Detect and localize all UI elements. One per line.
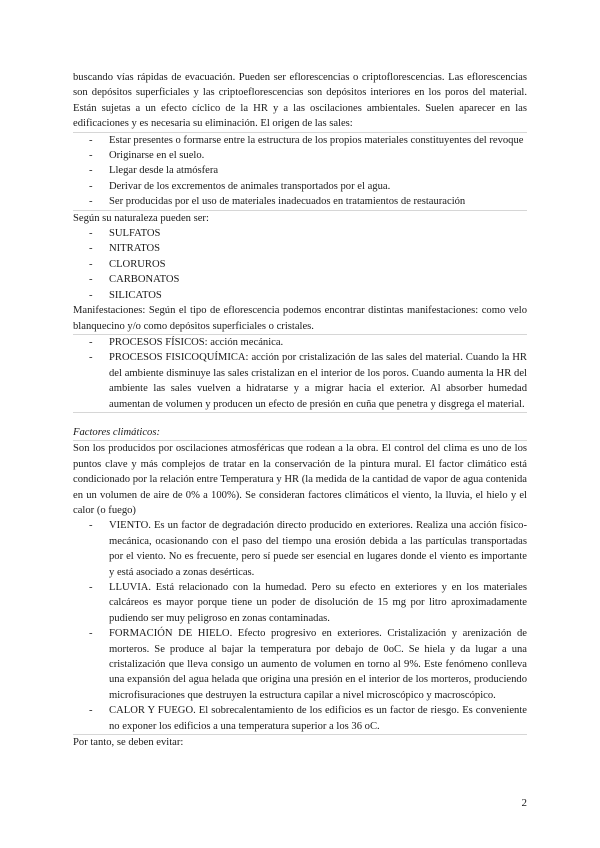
list-item: - LLUVIA. Está relacionado con la humedad. Pero su efecto en exteriores y en los materiales calcáreos es mayor porque tiene un poder de disolución de 15 mg por litro aproximadamente pudiendo ser muy peligroso en zonas contaminadas. [73,580,527,626]
list-item: - Llegar desde la atmósfera [73,163,527,178]
list-item: - CARBONATOS [73,272,527,287]
list-item: - Originarse en el suelo. [73,148,527,163]
nature-intro: Según su naturaleza pueden ser: [73,212,209,224]
manifest-paragraph: Manifestaciones: Según el tipo de eflorescencia podemos encontrar distintas manifestaciones: como velo blanquecino y/o como depósitos superficiales o cristales. [73,303,527,335]
list-item: - SULFATOS [73,226,527,241]
list-item: - PROCESOS FÍSICOS: acción mecánica. [73,335,527,350]
list-item: - Estar presentes o formarse entre la estructura de los propios materiales constituyentes del revoque [73,133,527,148]
document-page [73,70,527,750]
list-item: - NITRATOS [73,241,527,256]
origin-list [73,133,527,211]
closing-line: Por tanto, se deben evitar: [73,737,184,749]
process-list [73,335,527,413]
intro-paragraph: buscando vías rápidas de evacuación. Pueden ser eflorescencias o criptoflorescencias. Las eflorescencias son depósitos superficiales y las criptoeflorescencias son depósitos interiores en los poros del material. Están sujetas a un efecto cíclico de la HR y a las oscilaciones ambientales. Suelen aparecer en las edificaciones y es necesaria su eliminación. El origen de las sales: [73,70,527,133]
list-item: - VIENTO. Es un factor de degradación directo producido en exteriores. Realiza una acción físico- mecánica, ocasionando con el paso del tiempo una erosión debida a las partículas transportadas por el viento. No es frecuente, pero sí puede ser esencial en lugares donde el viento es importante y está asociado a zonas desérticas. [73,518,527,580]
page-number: 2 [521,797,527,809]
list-item: - SILICATOS [73,288,527,303]
list-item: - PROCESOS FISICOQUÍMICA: acción por cristalización de las sales del material. Cuando la HR del ambiente disminuye las sales cristalizan en el interior de los poros. Cuando aumenta la HR del ambiente las sales vuelven a hidratarse y a migrar hacia el exterior. Al absorber humedad aumentan de volumen y producen un efecto de presión en cuña que penetra y disgrega el material. [73,350,527,413]
list-item: - CALOR Y FUEGO. El sobrecalentamiento de los edificios es un factor de riesgo. Es conveniente no exponer los edificios a una temperatura superior a los 36 oC. [73,703,527,735]
nature-list [73,226,527,303]
climate-heading: Factores climáticos: [73,425,527,441]
list-item: - Derivar de los excrementos de animales transportados por el agua. [73,179,527,194]
climate-intro: Son los producidos por oscilaciones atmosféricas que rodean a la obra. El control del clima es uno de los puntos clave y más complejos de tratar en la conservación de la pintura mural. El factor climático está condicionado por la relación entre Temperatura y HR (la medida de la cantidad de vapor de agua contenida en un volumen de aire de 0% a 100%). Se consideran factores climáticos el viento, la lluvia, el hielo y el calor (o fuego) [73,443,527,516]
list-item: - FORMACIÓN DE HIELO. Efecto progresivo en exteriores. Cristalización y arenización de morteros. Se produce al bajar la temperatura por debajo de 0oC. Se hiela y da lugar a una cristalización que lleva consigo un aumento de volumen en torno al 9%. Este fenómeno conlleva una expansión del agua helada que origina una presión en el interior de los morteros, produciendo microfisuraciones que destruyen la estructura capilar a nivel microscópico y macroscópico. [73,626,527,703]
climate-list [73,518,527,735]
list-item: - Ser producidas por el uso de materiales inadecuados en tratamientos de restauración [73,194,527,210]
list-item: - CLORUROS [73,257,527,272]
